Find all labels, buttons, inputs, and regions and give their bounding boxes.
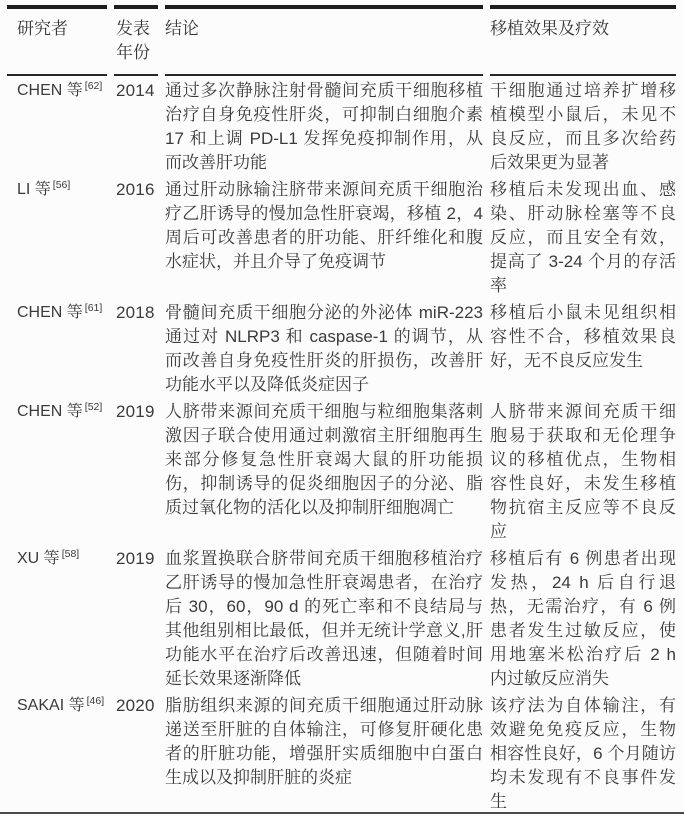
effect-cell: 移植后有 6 例患者出现发热，24 h 后自行退热，无需治疗，有 6 例患者发生过敏反应，使用地塞米松治疗后 2 h 内过敏反应消失 [490,549,676,688]
reference-superscript: [56] [52,179,71,191]
table-row [7,691,676,814]
conclusion-cell: 脂肪组织来源的间充质干细胞通过肝动脉递送至肝脏的自体输注，可修复肝硬化患者的肝脏功能，增强肝实质细胞中白蛋白生成以及抑制肝脏的炎症 [165,696,483,787]
effect-cell: 人脐带来源间充质干细胞易于获取和无伦理争议的移植优点，生物相容性良好，未发生移植物抗宿主反应等不良反应 [490,402,676,541]
table-row [7,544,676,691]
effect-cell: 干细胞通过培养扩增移植模型小鼠后，未见不良反应，而且多次给药后效果更为显著 [490,81,676,172]
reference-superscript: [62] [84,80,103,92]
effect-cell: 移植后小鼠未见组织相容性不合，移植效果良好，无不良反应发生 [490,303,676,370]
year-cell: 2020 [116,696,155,715]
transplant-outcomes-table [0,5,683,814]
col-header-conclusion: 结论 [165,5,483,76]
table-row [7,175,676,298]
researcher-cell [7,175,107,298]
conclusion-cell: 血浆置换联合脐带间充质干细胞移植治疗乙肝诱导的慢加急性肝衰竭患者，在治疗后 30，60，90 d 的死亡率和不良结局与其他组别相比最低，但并无统计学意义,肝功能水平在治疗后改善迅速，但随着时间延长效果逐渐降低 [165,549,483,688]
table-row [7,76,676,175]
reference-superscript: [52] [84,401,103,413]
effect-cell: 该疗法为自体输注，有效避免免疫反应，生物相容性良好，6 个月随访均未发现有不良事件发生 [490,696,676,811]
researcher-cell [7,298,107,397]
col-header-effect: 移植效果及疗效 [490,5,676,76]
researcher-name: LI 等 [17,181,51,198]
conclusion-cell: 骨髓间充质干细胞分泌的外泌体 miR-223 通过对 NLRP3 和 caspase-1 的调节，从而改善自身免疫性肝炎的肝损伤，改善肝功能水平以及降低炎症因子 [165,303,483,394]
table-bottom-rule [0,812,684,814]
reference-superscript: [46] [86,695,105,707]
researcher-cell [7,76,107,175]
year-cell: 2018 [116,303,155,322]
effect-cell: 移植后未发现出血、感染、肝动脉栓塞等不良反应，而且安全有效，提高了 3-24 个月的存活率 [490,180,676,295]
researcher-cell [7,397,107,544]
researcher-cell [7,544,107,691]
year-cell: 2019 [116,549,155,568]
conclusion-cell: 通过多次静脉注射骨髓间充质干细胞移植治疗自身免疫性肝炎，可抑制白细胞介素 17 和上调 PD-L1 发挥免疫抑制作用，从而改善肝功能 [165,81,483,172]
researcher-name: CHEN 等 [17,82,83,99]
researcher-name: XU 等 [17,550,60,567]
researcher-name: CHEN 等 [17,403,83,420]
reference-superscript: [61] [84,302,103,314]
researcher-cell [7,691,107,814]
year-cell: 2016 [116,180,155,199]
reference-superscript: [58] [61,548,80,560]
table-row [7,298,676,397]
header-row [7,5,676,76]
researcher-name: SAKAI 等 [17,697,85,714]
table-row [7,397,676,544]
col-header-researcher: 研究者 [7,5,107,76]
col-header-year: 发表年份 [114,5,158,76]
conclusion-cell: 通过肝动脉输注脐带来源间充质干细胞治疗乙肝诱导的慢加急性肝衰竭，移植 2，4 周后可改善患者的肝功能、肝纤维化和腹水症状，并且介导了免疫调节 [165,180,483,271]
year-cell: 2014 [116,81,155,100]
year-cell: 2019 [116,402,155,421]
conclusion-cell: 人脐带来源间充质干细胞与粒细胞集落刺激因子联合使用通过刺激宿主肝细胞再生来部分修复急性肝衰竭大鼠的肝功能损伤，抑制诱导的促炎细胞因子的分泌、脂质过氧化物的活化以及抑制肝细胞凋亡 [165,402,483,517]
researcher-name: CHEN 等 [17,304,83,321]
